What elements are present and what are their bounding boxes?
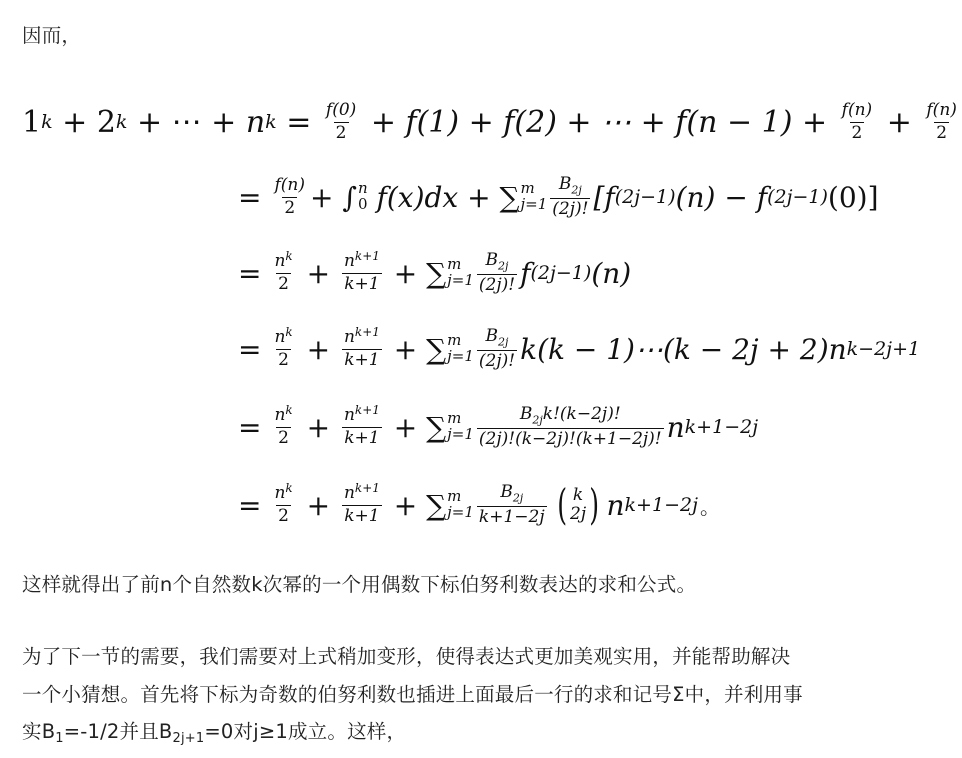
- eq4-equals: =: [238, 332, 262, 366]
- intro-text: 因而，: [22, 24, 82, 47]
- eq1-equals: =: [276, 104, 321, 140]
- equation-line-5: = $\frac{n^k}{2}$ + $\frac{n^{k+1}}{k+1}$ + ∑ m j=1 $\frac{B_{2j}k!(k-2j)!}{(2j)!(k-2j)!(k+1-2j)!}$ n k+1−2j: [238, 402, 759, 449]
- frac-fn-over-2-c: $\frac{f(n)}{2}$: [274, 174, 305, 218]
- equation-line-4: = $\frac{n^k}{2}$ + $\frac{n^{k+1}}{k+1}$ + ∑ m j=1 $\frac{B_{2j}}{(2j)!}$ k(k − 1)⋯(k − 2j + 2)n k−2j+1: [238, 324, 921, 371]
- eq6-equals: =: [238, 488, 262, 522]
- frac-b2j-over-fact-3: $\frac{B_{2j}}{(2j)!}$: [478, 249, 516, 295]
- frac-nk1-over-k1-4: $\frac{n^{k+1}}{k+1}$: [343, 324, 380, 370]
- frac-nk-over-2-4: $\frac{n^k}{2}$: [274, 324, 293, 370]
- equation-line-2: = $\frac{f(n)}{2}$ + ∫ n 0 f(x)dx + ∑ m j=1 $\frac{B_{2j}}{(2j)!}$ [f (2j−1) (n) − f (2j−1) (0)]: [238, 173, 879, 219]
- eq2-rest2: (0)]: [827, 180, 879, 214]
- frac-fn-over-2-a: $\frac{f(n)}{2}$: [841, 99, 873, 143]
- eq1-terms: + f(1) + f(2) + ⋯ + f(n − 1) +: [361, 104, 837, 140]
- para-line-3: 实$B_1=-1/2$并且$B_{2j+1}=0$对j≥1成立。这样，: [22, 720, 407, 746]
- para-line-2: 一个小猜想。首先将下标为奇数的伯努利数也插进上面最后一行的求和记号Σ中，并利用事: [22, 683, 803, 706]
- eq1-plus-two: + 2: [52, 104, 116, 140]
- frac-nk1-over-k1-3: $\frac{n^{k+1}}{k+1}$: [343, 248, 380, 294]
- frac-fn-over-2-b: $\frac{f(n)}{2}$: [926, 99, 957, 143]
- frac-big-5: $\frac{B_{2j}k!(k-2j)!}{(2j)!(k-2j)!(k+1-2j)!}$: [478, 403, 662, 449]
- frac-nk-over-2-6: $\frac{n^k}{2}$: [274, 480, 293, 526]
- sum-symbol-5: ∑ m j=1: [426, 409, 474, 444]
- eq1-one: 1: [22, 104, 42, 140]
- frac-nk-over-2-3: $\frac{n^k}{2}$: [274, 248, 293, 294]
- sum-symbol-4: ∑ m j=1: [426, 331, 474, 366]
- para-line-1: 为了下一节的需要，我们需要对上式稍加变形，使得表达式更加美观实用，并能帮助解决: [22, 645, 791, 668]
- eq1-plus: +: [877, 104, 922, 140]
- frac-f0-over-2: $\frac{f(0)}{2}$: [325, 99, 357, 143]
- sum-symbol-2: ∑ m j=1: [499, 179, 548, 214]
- eq2-integrand: f(x)dx +: [367, 180, 500, 214]
- eq1-exp-k2: k: [115, 111, 128, 133]
- eq3-equals: =: [238, 256, 262, 290]
- frac-b2j-over-fact-4: $\frac{B_{2j}}{(2j)!}$: [478, 325, 516, 371]
- eq1-dots: + ⋯ +: [127, 104, 246, 140]
- eq2-equals: =: [238, 180, 262, 214]
- eq1-exp-k: k: [41, 111, 53, 133]
- summary-text: 这样就得出了前n个自然数k次幂的一个用偶数下标伯努利数表达的求和公式。: [22, 573, 697, 596]
- frac-b2j-over-k1-6: $\frac{B_{2j}}{k+1-2j}$: [478, 481, 545, 527]
- eq2-rest1: (n) − f: [675, 180, 768, 214]
- sum-symbol-3: ∑ m j=1: [426, 255, 474, 290]
- integral-sign: + ∫: [309, 180, 357, 214]
- equation-line-3: = $\frac{n^k}{2}$ + $\frac{n^{k+1}}{k+1}$ + ∑ m j=1 $\frac{B_{2j}}{(2j)!}$ f (2j−1) (n): [238, 248, 632, 295]
- eq5-equals: =: [238, 410, 262, 444]
- equation-line-6: = $\frac{n^k}{2}$ + $\frac{n^{k+1}}{k+1}$ + ∑ m j=1 $\frac{B_{2j}}{k+1-2j}$ ( k 2j ) n k+1−2j 。: [238, 480, 720, 529]
- eq1-exp-k3: k: [265, 111, 277, 133]
- eq1-n: n: [245, 104, 266, 140]
- frac-nk1-over-k1-6: $\frac{n^{k+1}}{k+1}$: [343, 480, 380, 526]
- eq2-bracket-open: [f: [593, 180, 615, 214]
- frac-nk-over-2-5: $\frac{n^k}{2}$: [274, 402, 293, 448]
- frac-b2j-over-fact-2: $\frac{B_{2j}}{(2j)!}$: [552, 173, 589, 219]
- binomial-k-2j: ( k 2j ): [556, 480, 600, 529]
- equation-line-1: [22, 92, 962, 152]
- sum-symbol-6: ∑ m j=1: [426, 487, 474, 522]
- frac-nk1-over-k1-5: $\frac{n^{k+1}}{k+1}$: [343, 402, 380, 448]
